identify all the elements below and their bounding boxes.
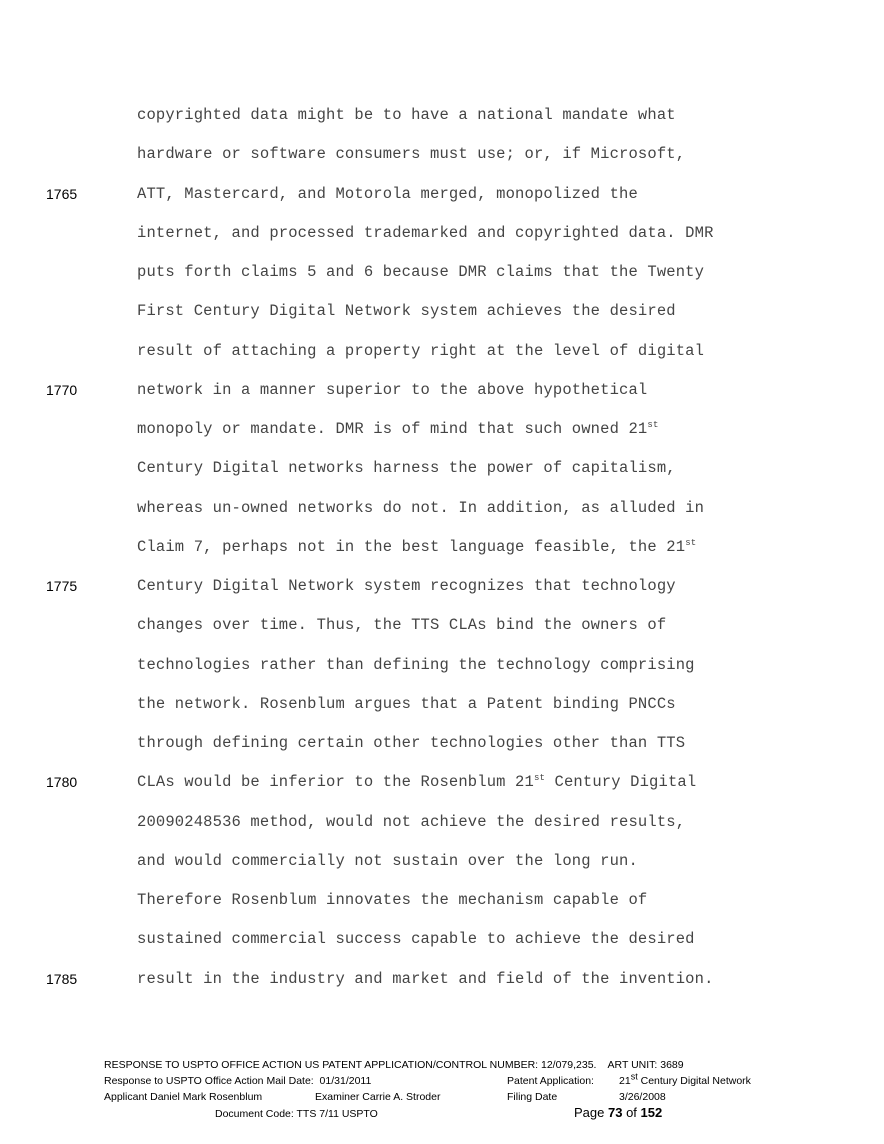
body-line: Century Digital networks harness the power of capitalism,: [137, 459, 676, 478]
body-line: technologies rather than defining the technology comprising: [137, 655, 695, 674]
page-indicator: Page 73 of 152: [574, 1105, 663, 1120]
line-number: 1770: [46, 381, 78, 398]
footer-patent-application-label: Patent Application:: [507, 1075, 594, 1087]
footer-filing-date: 3/26/2008: [619, 1091, 666, 1103]
body-line: result in the industry and market and field of the invention.: [137, 969, 714, 988]
body-line: copyrighted data might be to have a national mandate what: [137, 106, 676, 124]
body-line: the network. Rosenblum argues that a Patent binding PNCCs: [137, 694, 676, 713]
footer-applicant: Applicant Daniel Mark Rosenblum: [104, 1091, 263, 1103]
body-line: puts forth claims 5 and 6 because DMR claims that the Twenty: [137, 263, 705, 281]
body-line: whereas un-owned networks do not. In addition, as alluded in: [137, 498, 705, 517]
line-number: 1785: [46, 970, 78, 987]
body-line: CLAs would be inferior to the Rosenblum 21st Century Digital: [137, 773, 697, 792]
body-line: hardware or software consumers must use; or, if Microsoft,: [137, 145, 686, 164]
body-line: Claim 7, perhaps not in the best language feasible, the 21st: [137, 537, 697, 556]
footer-document-code: Document Code: TTS 7/11 USPTO: [215, 1108, 378, 1120]
body-line: network in a manner superior to the above hypothetical: [137, 380, 648, 399]
line-number: 1780: [46, 774, 78, 791]
footer-mail-date: Response to USPTO Office Action Mail Date: 01/31/2011: [104, 1075, 372, 1087]
body-line: 20090248536 method, would not achieve the desired results,: [137, 812, 686, 831]
body-line: result of attaching a property right at the level of digital: [137, 341, 705, 360]
body-line: Therefore Rosenblum innovates the mechanism capable of: [137, 891, 648, 909]
body-line: ATT, Mastercard, and Motorola merged, monopolized the: [137, 184, 638, 203]
body-line: and would commercially not sustain over the long run.: [137, 851, 638, 870]
body-line: Century Digital Network system recognizes that technology: [137, 577, 676, 595]
body-line: changes over time. Thus, the TTS CLAs bind the owners of: [137, 616, 667, 635]
body-line: internet, and processed trademarked and copyrighted data. DMR: [137, 223, 714, 242]
footer-line-1: RESPONSE TO USPTO OFFICE ACTION US PATENT APPLICATION/CONTROL NUMBER: 12/079,235. ART UNIT: 3689: [104, 1059, 684, 1071]
line-number: 1775: [46, 578, 78, 594]
body-line: through defining certain other technologies other than TTS: [137, 734, 686, 752]
footer-patent-application-title: 21st Century Digital Network: [619, 1071, 751, 1087]
footer-filing-date-label: Filing Date: [507, 1091, 558, 1103]
body-line: monopoly or mandate. DMR is of mind that such owned 21st: [137, 419, 659, 438]
body-line: First Century Digital Network system achieves the desired: [137, 302, 676, 321]
footer-examiner: Examiner Carrie A. Stroder: [315, 1091, 441, 1103]
body-line: sustained commercial success capable to achieve the desired: [137, 930, 695, 949]
line-number: 1765: [46, 185, 78, 202]
